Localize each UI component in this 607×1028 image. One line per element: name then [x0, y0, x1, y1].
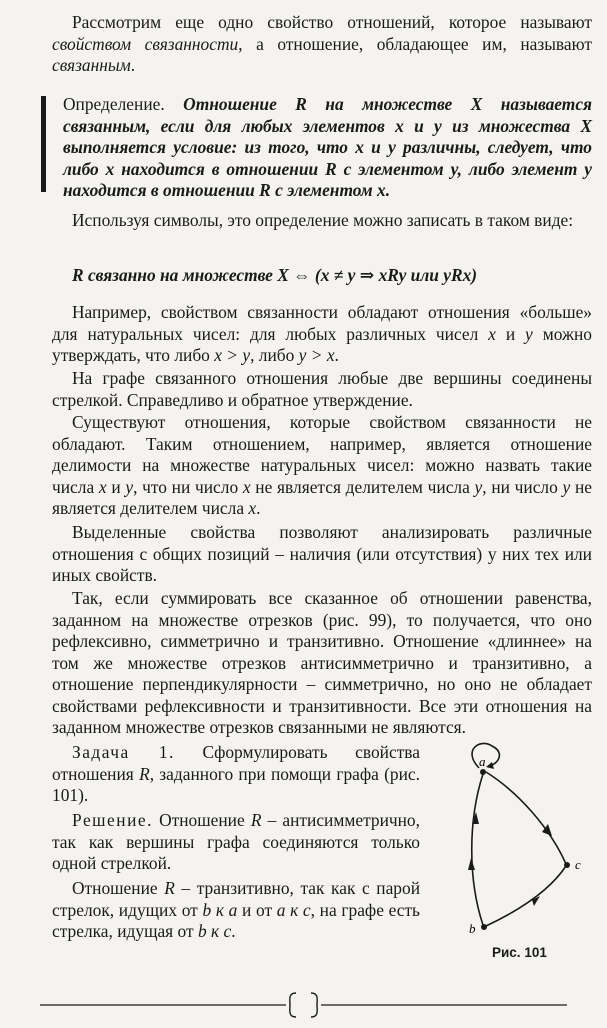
- task-paragraph: [52, 742, 420, 807]
- task-label: Задача 1.: [72, 742, 175, 762]
- var-y: y: [525, 323, 533, 344]
- example-text: .: [334, 345, 339, 365]
- var-x: x: [98, 476, 107, 497]
- summary-paragraph: Так, если суммировать все сказанное об отношении равенства, заданном на множестве отрезков (рис. 99), то получается, что оно рефлексивно, симметрично и транзитивно. Отношение «длиннее» на том же множестве отрезков антисимметрично и транзитивно, а отношение перпендикулярности – симметрично, но оно не обладает свойствами рефлексивности и транзитивности. Все эти отношения на заданном множестве отрезков связанными не являются.: [52, 588, 592, 737]
- vertex-c: [564, 862, 570, 868]
- intro-text: .: [130, 55, 136, 75]
- solution-label: Решение.: [72, 810, 153, 830]
- var-y: y: [125, 476, 134, 497]
- edge-b-a: [472, 774, 483, 925]
- example-text: Например, свойством связанности обладают отношения «больше» для натуральных чисел: для любых различных чисел: [52, 302, 592, 344]
- var-y: y: [474, 476, 483, 497]
- highlighted-paragraph: Выделенные свойства позволяют анализировать различные отношения с общих позиций – наличия (или отсутствия) у них тех или иных свойств.: [52, 522, 592, 585]
- intro-paragraph: [52, 12, 592, 77]
- definition-body: Отношение R на множестве X называется связанным, если для любых элементов x и y из множества X выполняется условие: из того, что x и y различны, следует, что либо x находится в отношении R с элементом y, либо элемент y находится в отношении R с элементом x.: [63, 94, 592, 200]
- example-text: можно утверждать, что либо: [52, 323, 592, 365]
- trans-text: и от: [237, 899, 277, 920]
- vertex-ref: b к с: [197, 921, 232, 941]
- div-text: Существуют отношения, которые свойством связанности не обладают. Таким отношением, например, является отношение делимости на множестве натуральных чисел: можно назвать такие числа: [52, 412, 592, 497]
- graph-paragraph: На графе связанного отношения любые две вершины соединены стрелкой. Справедливо и обратное утверждение.: [52, 368, 592, 410]
- loop-arrowhead: [486, 762, 494, 769]
- label-c: c: [575, 857, 581, 872]
- figure-caption: Рис. 101: [492, 945, 547, 960]
- trans-text: .: [231, 921, 236, 941]
- div-text: , что ни число: [133, 476, 243, 497]
- edge-a-c: [486, 772, 566, 864]
- divisibility-paragraph: [52, 412, 592, 520]
- definition-bar: [41, 96, 46, 192]
- symbols-paragraph: Используя символы, это определение можно записать в таком виде:: [72, 210, 574, 230]
- var-x: x: [488, 323, 496, 344]
- vertex-b: [481, 924, 487, 930]
- comparison: x > y: [214, 345, 251, 365]
- transitive-paragraph: [52, 878, 420, 943]
- label-b: b: [469, 921, 476, 936]
- trans-text: – транзитивно, так как с парой стрелок, идущих от: [52, 878, 421, 920]
- intro-term: связанным: [52, 55, 131, 75]
- var-r: R: [164, 878, 175, 898]
- comparison: y > x: [298, 345, 335, 365]
- example-paragraph: [52, 302, 592, 367]
- example-text: и: [495, 323, 526, 344]
- loop-edge-a: [472, 743, 499, 768]
- div-text: не является делителем числа: [52, 476, 592, 518]
- div-text: .: [256, 498, 261, 518]
- intro-text: , а отношение, обладающее им, называют: [238, 33, 592, 54]
- intro-term: свойством связанности: [52, 33, 239, 54]
- arrowhead-b-a-1: [468, 858, 475, 870]
- div-text: не является делителем числа: [250, 476, 475, 497]
- formula: R связанно на множестве X ⇔ (x ≠ y ⇒ xRy или yRx): [72, 265, 478, 285]
- task-text: , заданного при помощи графа (рис. 101).: [52, 763, 420, 805]
- definition-block: [63, 94, 592, 202]
- page-footer-ornament: [0, 990, 607, 1020]
- relation-graph: [440, 740, 590, 970]
- vertex-a: [480, 769, 486, 775]
- trans-text: , на графе есть стрелка, идущая от: [52, 899, 420, 941]
- task-text: Сформулировать свойства отношения: [52, 742, 420, 784]
- div-text: и: [106, 476, 126, 497]
- solution-text: Отношение: [152, 810, 251, 830]
- var-r: R: [139, 763, 150, 784]
- var-y: y: [562, 476, 571, 497]
- edge-b-c: [486, 866, 566, 926]
- var-x: x: [242, 476, 251, 497]
- solution-paragraph: [52, 810, 420, 875]
- vertex-ref: а к с: [276, 899, 311, 920]
- trans-text: Отношение: [72, 878, 165, 898]
- definition-label: Определение.: [63, 94, 184, 114]
- var-r: R: [250, 810, 262, 830]
- var-x: x: [248, 498, 257, 518]
- intro-text: Рассмотрим еще одно свойство отношений, которое называют: [72, 12, 592, 32]
- solution-text: – антисимметрично, так как вершины графа соединяются только одной стрелкой.: [52, 810, 420, 873]
- div-text: , ни число: [482, 476, 563, 497]
- label-a: a: [479, 754, 486, 769]
- example-text: , либо: [250, 345, 299, 365]
- vertex-ref: b к а: [202, 899, 238, 920]
